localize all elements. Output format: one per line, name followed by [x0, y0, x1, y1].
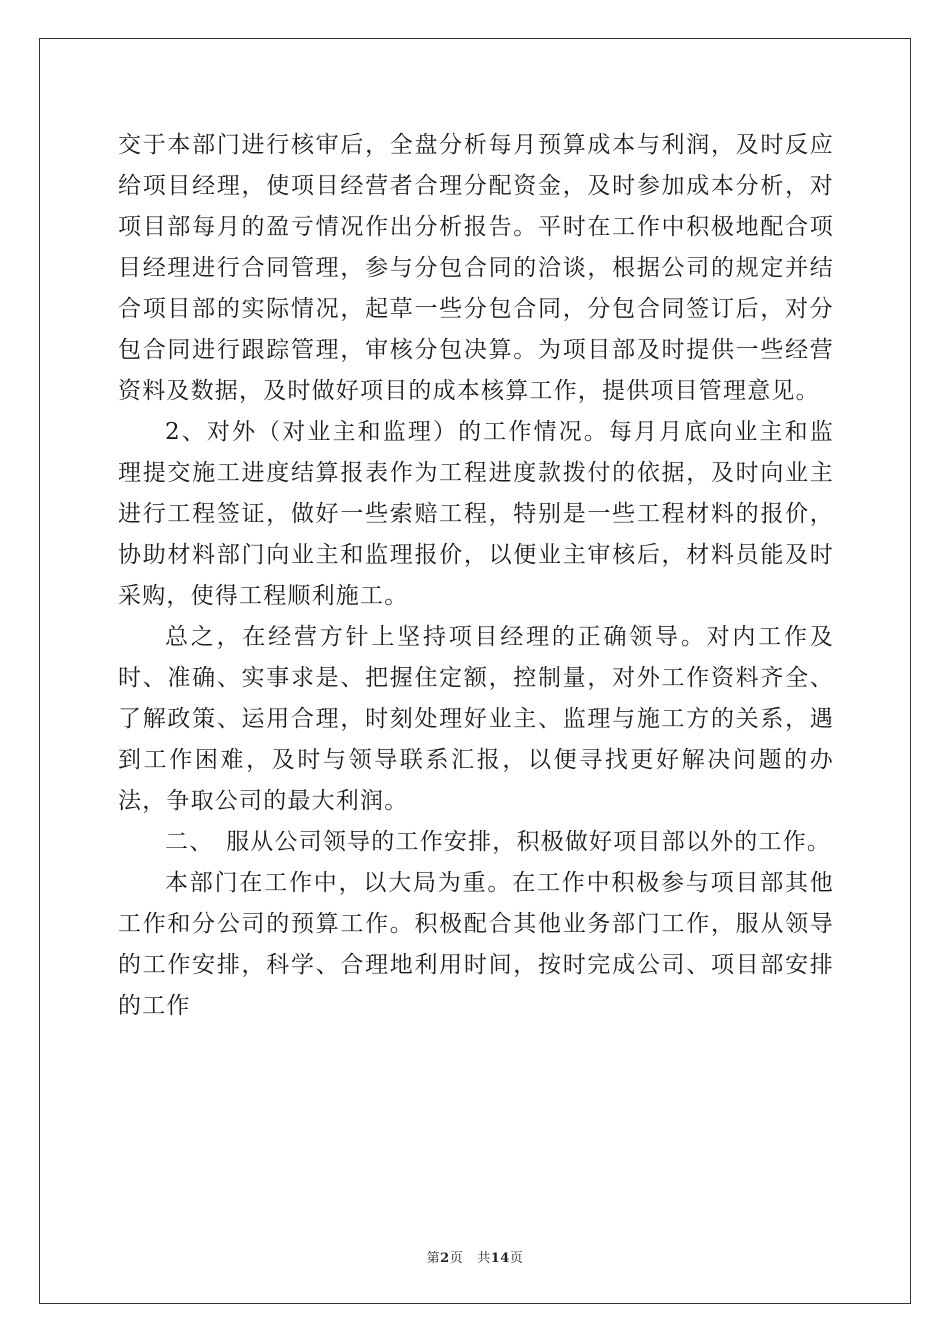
total-pages: 14 [490, 1251, 510, 1266]
page-number: 2 [440, 1251, 450, 1266]
paragraph-3: 总之，在经营方针上坚持项目经理的正确领导。对内工作及时、准确、实事求是、把握住定额，控制量，对外工作资料齐全、了解政策、运用合理，时刻处理好业主、监理与施工方的关系，遇到工作困难，及时与领导联系汇报，以便寻找更好解决问题的办法，争取公司的最大利润。 [118, 624, 834, 814]
document-body [118, 125, 834, 1027]
total-suffix: 页 [509, 1251, 524, 1266]
paragraph-1: 交于本部门进行核审后，全盘分析每月预算成本与利润，及时反应给项目经理，使项目经营者合理分配资金，及时参加成本分析，对项目部每月的盈亏情况作出分析报告。平时在工作中积极地配合项目经理进行合同管理，参与分包合同的洽谈，根据公司的规定并结合项目部的实际情况，起草一些分包合同，分包合同签订后，对分包合同进行跟踪管理，审核分包决算。为项目部及时提供一些经营资料及数据，及时做好项目的成本核算工作，提供项目管理意见。 [118, 132, 834, 404]
paragraph-2: 2、对外（对业主和监理）的工作情况。每月月底向业主和监理提交施工进度结算报表作为工程进度款拨付的依据，及时向业主进行工程签证，做好一些索赔工程，特别是一些工程材料的报价，协助材料部门向业主和监理报价，以便业主审核后，材料员能及时采购，使得工程顺利施工。 [118, 419, 834, 609]
page-footer [0, 1247, 950, 1266]
section-heading-2: 二、 服从公司领导的工作安排，积极做好项目部以外的工作。 [165, 829, 832, 855]
page-suffix: 页 [449, 1251, 464, 1266]
page-prefix: 第 [426, 1251, 441, 1266]
paragraph-5: 本部门在工作中，以大局为重。在工作中积极参与项目部其他工作和分公司的预算工作。积极配合其他业务部门工作，服从领导的工作安排，科学、合理地利用时间，按时完成公司、项目部安排的工作 [118, 870, 834, 1019]
total-prefix: 共 [477, 1251, 491, 1266]
